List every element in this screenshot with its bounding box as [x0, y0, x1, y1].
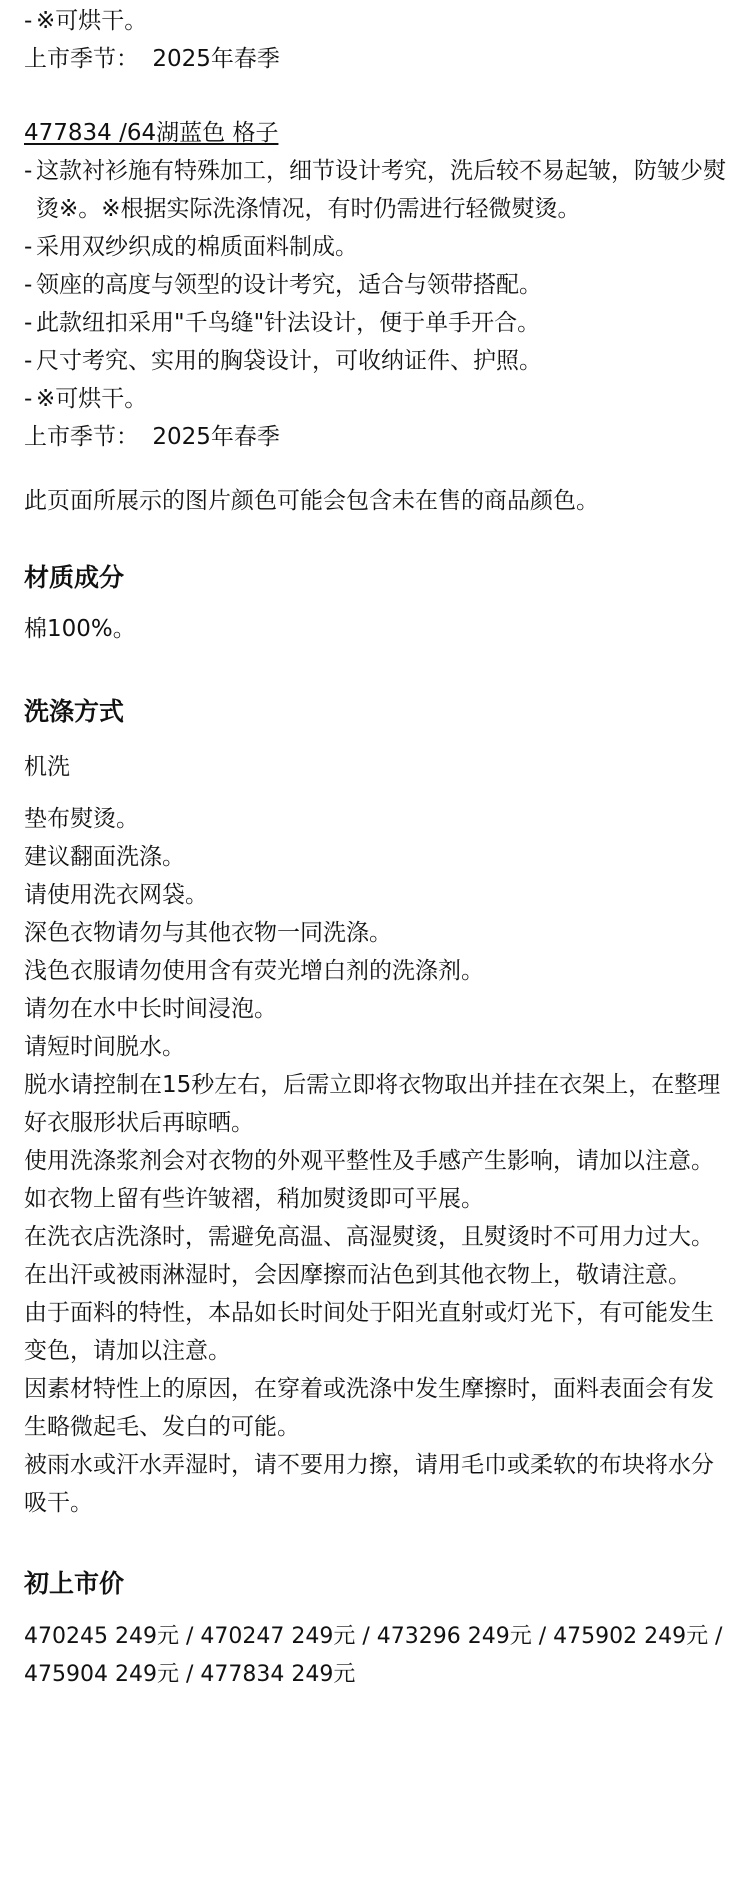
season-row: [24, 418, 726, 456]
care-instruction-item: 因素材特性上的原因，在穿着或洗涤中发生摩擦时，面料表面会有发生略微起毛、发白的可能。: [24, 1376, 714, 1440]
product-feature-list: [24, 152, 726, 418]
washing-instructions: [24, 800, 726, 1522]
season-label: 上市季节：: [24, 424, 139, 450]
feature-bullet-item: - 这款衬衫施有特殊加工，细节设计考究，洗后较不易起皱，防皱少熨烫※。※根据实际洗涤情况，有时仍需进行轻微熨烫。: [24, 152, 726, 228]
feature-bullet-item: - 尺寸考究、实用的胸袋设计，可收纳证件、护照。: [24, 342, 726, 380]
washing-section: [24, 692, 726, 1522]
product-color-link[interactable]: 477834 /64湖蓝色 格子: [24, 120, 279, 146]
season-value: 2025年春季: [152, 424, 280, 450]
care-instruction-item: 请短时间脱水。: [24, 1034, 185, 1060]
feature-bullet-item: - ※可烘干。: [24, 380, 726, 418]
care-instruction-item: 如衣物上留有些许皱褶，稍加熨烫即可平展。: [24, 1186, 484, 1212]
washing-title: 洗涤方式: [24, 697, 125, 726]
season-value: 2025年春季: [152, 46, 280, 72]
price-list: 470245 249元 / 470247 249元 / 473296 249元 / 475902 249元 / 475904 249元 / 477834 249元: [24, 1624, 723, 1687]
color-note: 此页面所展示的图片颜色可能会包含未在售的商品颜色。: [24, 488, 599, 514]
product-block-477834: [24, 114, 726, 456]
bullet-item: - ※可烘干。: [24, 2, 726, 40]
feature-bullet-item: - 采用双纱织成的棉质面料制成。: [24, 228, 726, 266]
material-section: [24, 558, 726, 648]
washing-method: 机洗: [24, 754, 70, 780]
material-value: 棉100%。: [24, 616, 136, 642]
previous-product-bullets: [24, 2, 726, 40]
care-instruction-item: 在出汗或被雨淋湿时，会因摩擦而沾色到其他衣物上，敬请注意。: [24, 1262, 691, 1288]
price-section: [24, 1564, 726, 1694]
care-instruction-item: 请勿在水中长时间浸泡。: [24, 996, 277, 1022]
feature-bullet-item: - 领座的高度与领型的设计考究，适合与领带搭配。: [24, 266, 726, 304]
care-instruction-item: 建议翻面洗涤。: [24, 844, 185, 870]
care-instruction-item: 深色衣物请勿与其他衣物一同洗涤。: [24, 920, 392, 946]
season-row: [24, 40, 726, 78]
care-instruction-item: 请使用洗衣网袋。: [24, 882, 208, 908]
previous-product-tail: [24, 0, 726, 78]
care-instruction-item: 由于面料的特性，本品如长时间处于阳光直射或灯光下，有可能发生变色，请加以注意。: [24, 1300, 714, 1364]
care-instruction-item: 垫布熨烫。: [24, 806, 139, 832]
care-instruction-item: 被雨水或汗水弄湿时，请不要用力擦，请用毛巾或柔软的布块将水分吸干。: [24, 1452, 714, 1516]
season-label: 上市季节：: [24, 46, 139, 72]
material-title: 材质成分: [24, 563, 125, 592]
care-instruction-item: 使用洗涤浆剂会对衣物的外观平整性及手感产生影响，请加以注意。: [24, 1148, 714, 1174]
care-instruction-item: 浅色衣服请勿使用含有荧光增白剂的洗涤剂。: [24, 958, 484, 984]
price-title: 初上市价: [24, 1569, 125, 1598]
care-instruction-item: 脱水请控制在15秒左右，后需立即将衣物取出并挂在衣架上，在整理好衣服形状后再晾晒。: [24, 1072, 721, 1136]
care-instruction-item: 在洗衣店洗涤时，需避免高温、高湿熨烫，且熨烫时不可用力过大。: [24, 1224, 714, 1250]
feature-bullet-item: - 此款纽扣采用"千鸟缝"针法设计，便于单手开合。: [24, 304, 726, 342]
